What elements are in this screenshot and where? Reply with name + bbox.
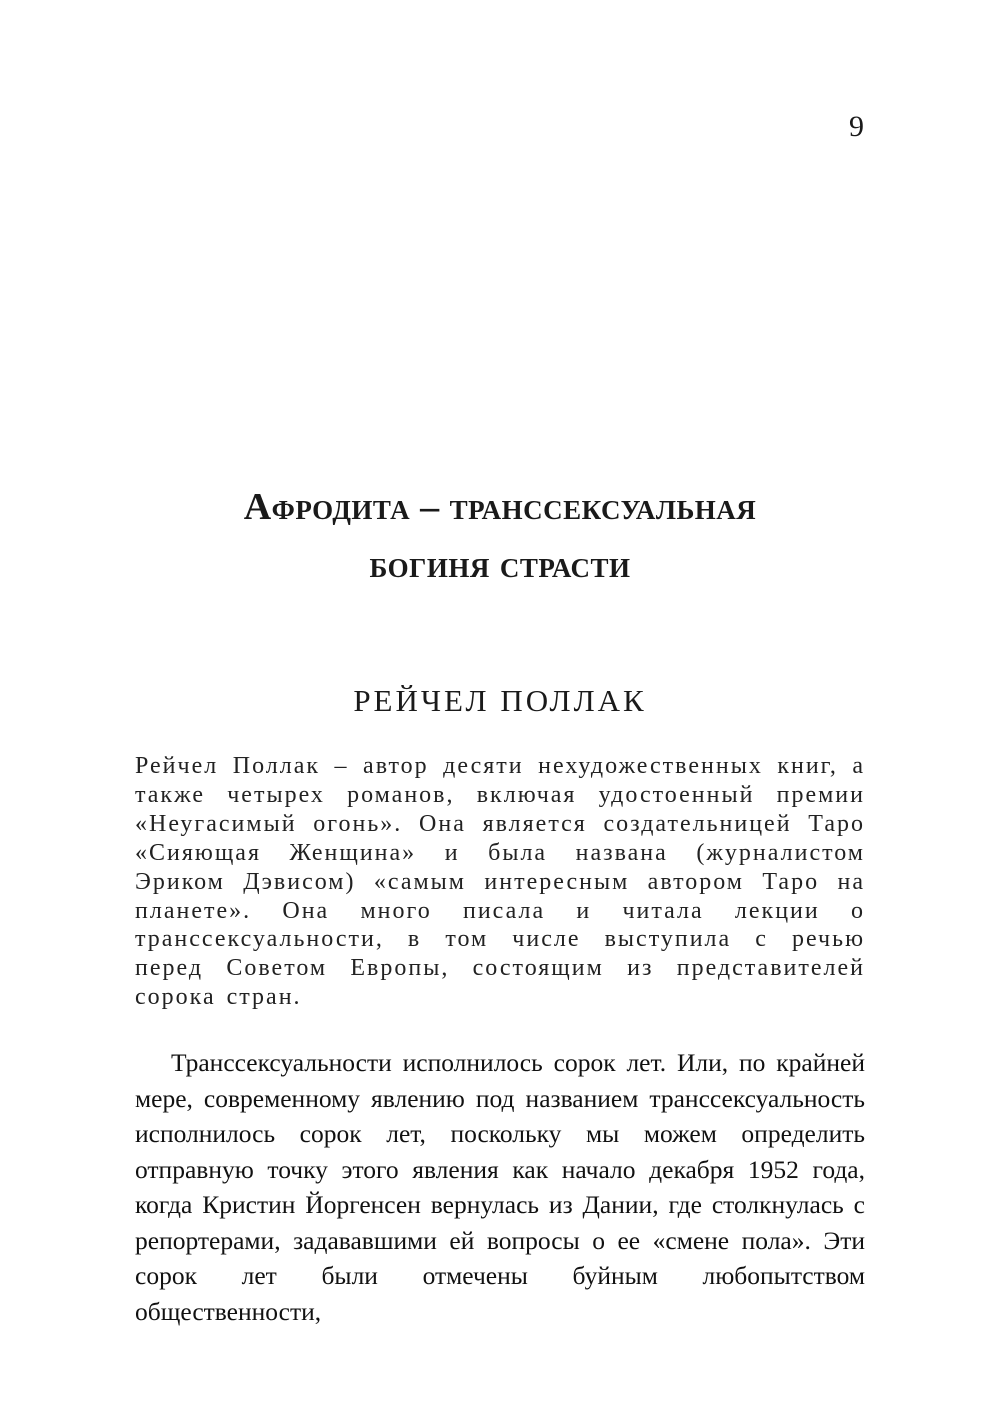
page-number: 9 xyxy=(849,110,864,143)
chapter-title-line-2: богиня страсти xyxy=(369,544,631,586)
author-bio: Рейчел Поллак – автор десяти нехудожественных книг, а также четырех романов, включая удостоенный премии «Неугасимый огонь». Она является создательницей Таро «Сияющая Женщина» и была названа (журналистом Эриком Дэвисом) «самым интересным автором Таро на планете». Она много писала и читала лекции о транссексуальности, в том числе выступила с речью перед Советом Европы, состоящим из представителей сорока стран. xyxy=(135,753,865,1011)
author-name: РЕЙЧЕЛ ПОЛЛАК xyxy=(353,683,647,718)
chapter-title xyxy=(0,478,1000,594)
body-paragraph: Транссексуальности исполнилось сорок лет. Или, по крайней мере, современному явлению под названием транссексуальность исполнилось сорок лет, поскольку мы можем определить отправную точку этого явления как начало декабря 1952 года, когда Кристин Йоргенсен вернулась из Дании, где столкнулась с репортерами, задававшими ей вопросы о ее «смене пола». Эти сорок лет были отмечены буйным любопытством общественности, xyxy=(135,1048,865,1326)
chapter-title-line-1: Афродита – транссексуальная xyxy=(243,486,757,528)
